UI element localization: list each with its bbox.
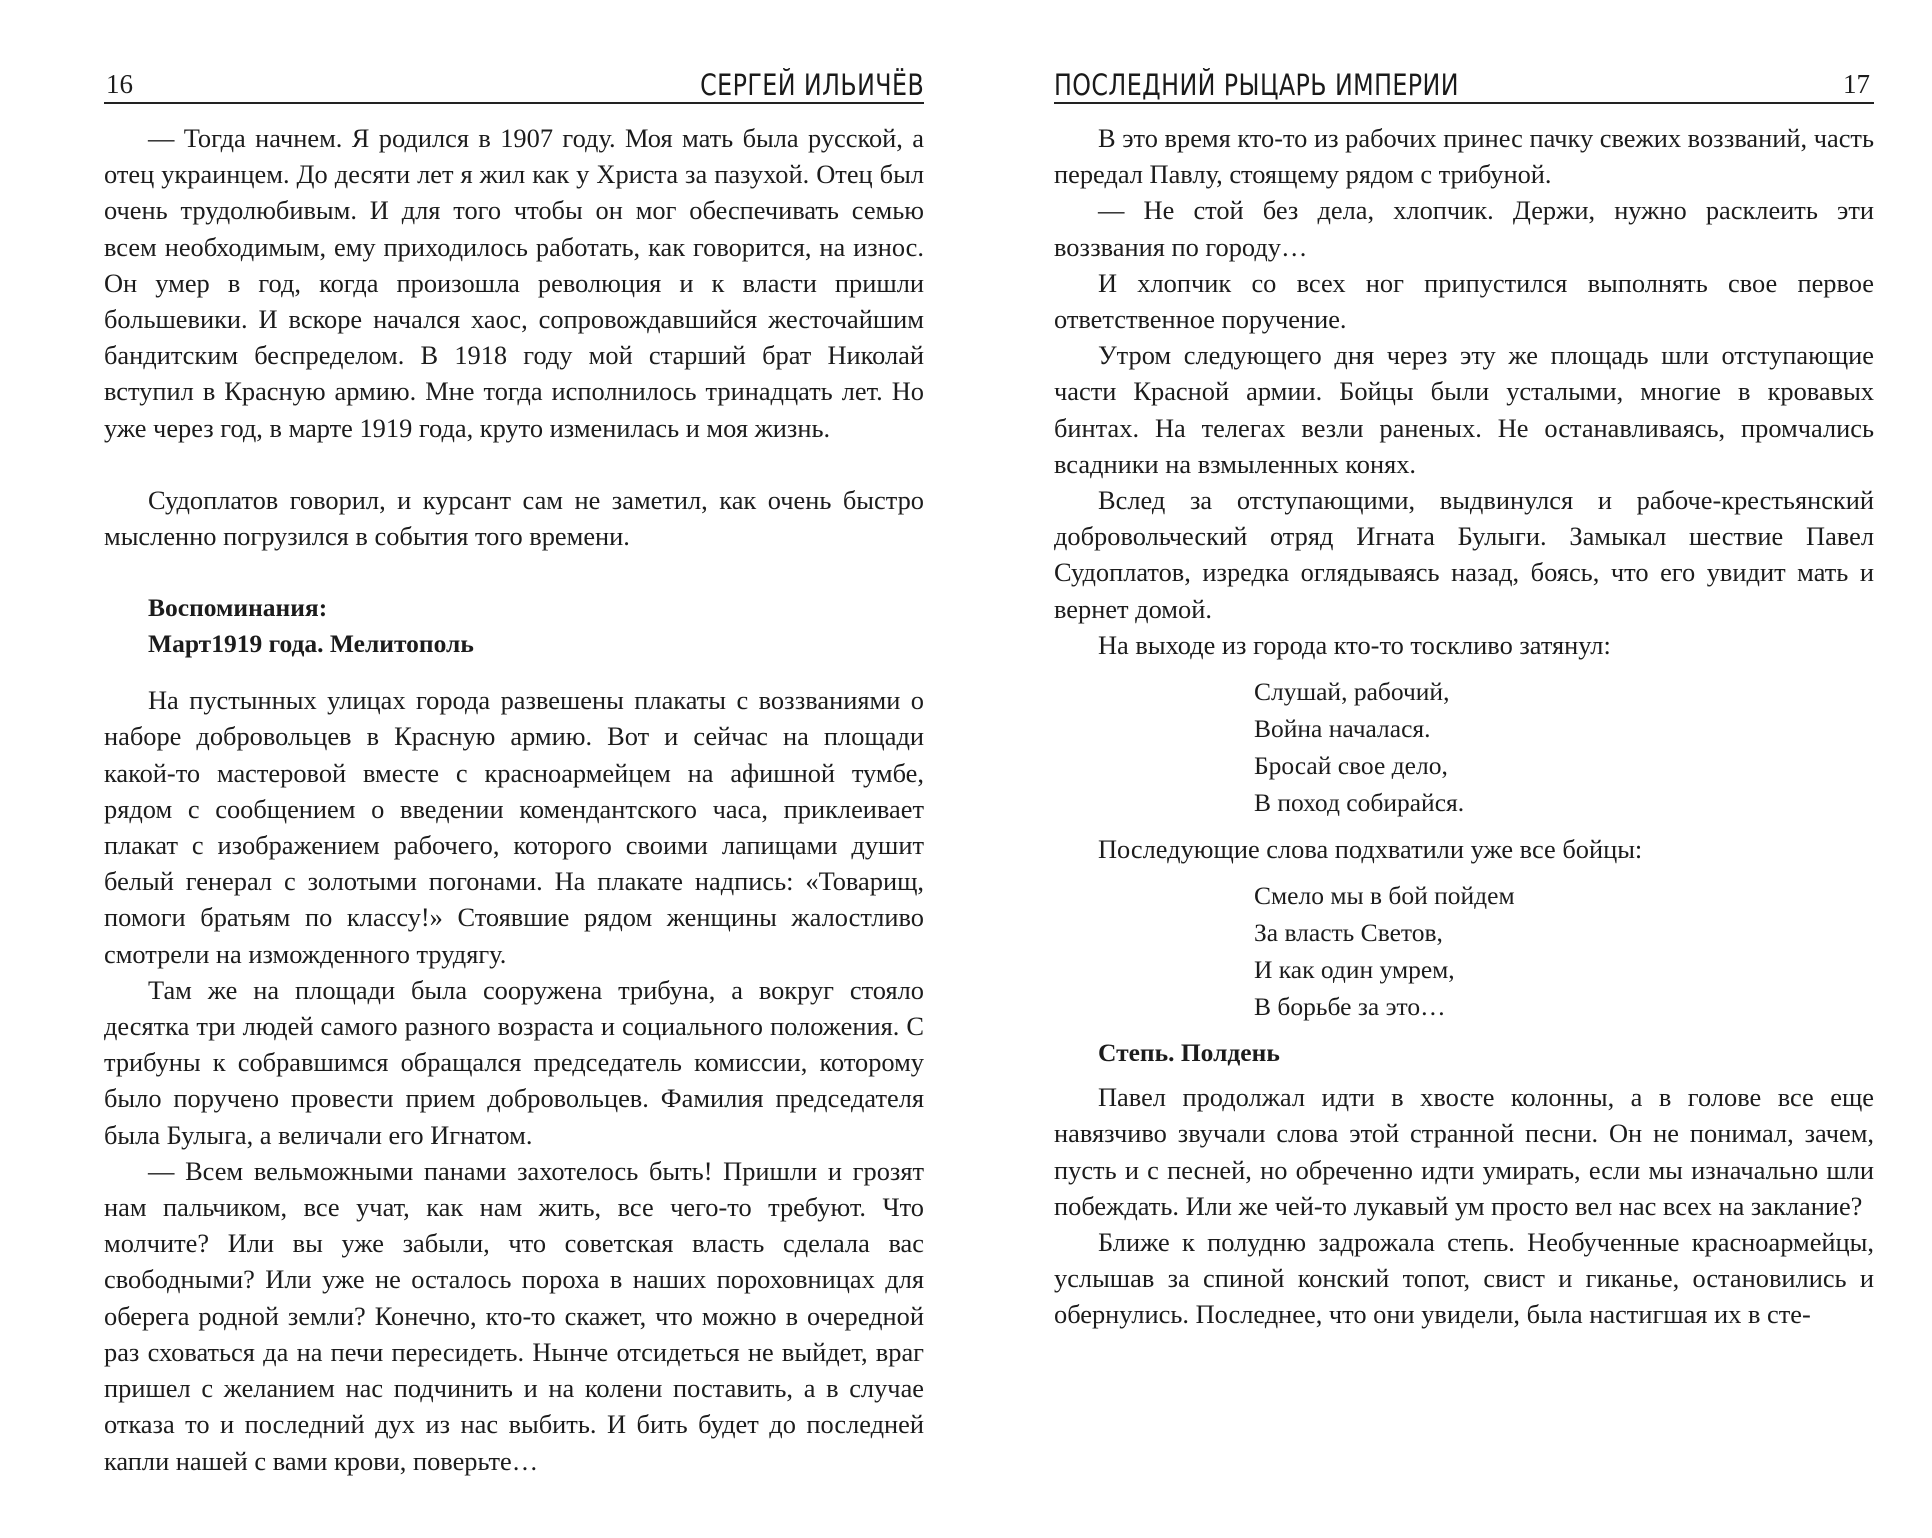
page-number: 16 <box>106 69 133 99</box>
verse-line: Бросай свое дело, <box>1254 751 1448 781</box>
paragraph: Вслед за отступающими, выдвинулся и рабоче-крестьянский добровольческий отряд Игната Булыги. Замыкал шествие Павел Судоплатов, изредка оглядываясь назад, боясь, что его увидит мать и вернет домой. <box>1054 485 1874 624</box>
verse-line: Война началася. <box>1254 714 1431 744</box>
paragraph: На выходе из города кто-то тоскливо затянул: <box>1098 629 1611 660</box>
verse-block <box>1254 877 1874 1025</box>
page-number: 17 <box>1843 69 1870 99</box>
verse-line: И как один умрем, <box>1254 955 1455 985</box>
left-page-body <box>104 120 924 1479</box>
paragraph: — Не стой без дела, хлопчик. Держи, нужно расклеить эти воззвания по городу… <box>1054 195 1874 262</box>
paragraph: Там же на площади была сооружена трибуна, а вокруг стояло десятка три людей самого разного возраста и социального положения. С трибуны к собравшимся обращался председатель комиссии, которому было поручено провести прием добровольцев. Фамилия председателя была Булыга, а величали его Игнатом. <box>104 974 924 1150</box>
right-page-header <box>1054 62 1874 104</box>
verse-block <box>1254 673 1874 821</box>
running-title-book: ПОСЛЕДНИЙ РЫЦАРЬ ИМПЕРИИ <box>1054 68 1459 102</box>
section-heading-date-place: Март1919 года. Мелитополь <box>148 629 474 659</box>
paragraph: Утром следующего дня через эту же площадь шли отступающие части Красной армии. Бойцы были усталыми, многие в кровавых бинтах. На телегах везли раненых. Не останавливаясь, промчались всадники на взмыленных конях. <box>1054 340 1874 479</box>
section-heading-steppe: Степь. Полдень <box>1098 1038 1280 1068</box>
verse-line: Смело мы в бой пойдем <box>1254 881 1515 911</box>
running-title-author: СЕРГЕЙ ИЛЬИЧЁВ <box>699 68 924 102</box>
paragraph: Судоплатов говорил, и курсант сам не заметил, как очень быстро мысленно погрузился в события того времени. <box>104 484 924 552</box>
paragraph: Ближе к полудню задрожала степь. Необученные красноармейцы, услышав за спиной конский топот, свист и гиканье, остановились и обернулись. Последнее, что они увидели, была настигшая их в сте- <box>1054 1227 1874 1330</box>
left-page <box>104 62 924 1479</box>
paragraph: Павел продолжал идти в хвосте колонны, а в голове все еще навязчиво звучали слова этой странной песни. Он не понимал, зачем, пусть и с песней, но обреченно идти умирать, если мы изначально шли побеждать. Или же чей-то лукавый ум просто вел нас всех на заклание? <box>1054 1082 1874 1221</box>
left-page-header <box>104 62 924 104</box>
paragraph: И хлопчик со всех ног припустился выполнять свое первое ответственное поручение. <box>1054 267 1874 335</box>
verse-line: Слушай, рабочий, <box>1254 677 1450 707</box>
paragraph: На пустынных улицах города развешены плакаты с воззваниями о наборе добровольцев в Красную армию. Вот и сейчас на площади какой-то мастеровой вместе с красноармейцем на афишной тумбе, рядом с сообщением о введении комендантского часа, приклеивает плакат с изображением рабочего, которого своими лапищами душит белый генерал с золотыми погонами. На плакате надпись: «Товарищ, помоги братьям по классу!» Стоявшие рядом женщины жалостливо смотрели на изможденного трудягу. <box>104 685 924 969</box>
right-page <box>1054 62 1874 1333</box>
paragraph: — Тогда начнем. Я родился в 1907 году. Моя мать была русской, а отец украинцем. До десяти лет я жил как у Христа за пазухой. Отец был очень трудолюбивым. И для того чтобы он мог обеспечивать семью всем необходимым, ему приходилось работать, как говорится, на износ. Он умер в год, когда произошла революция и к власти пришли большевики. И вскоре начался хаос, сопровождавшийся жесточайшим бандитским беспределом. В 1918 году мой старший брат Николай вступил в Красную армию. Мне тогда исполнилось тринадцать лет. Но уже через год, в марте 1919 года, круто изменилась и моя жизнь. <box>104 123 924 443</box>
verse-line: В борьбе за это… <box>1254 992 1446 1022</box>
verse-line: За власть Светов, <box>1254 918 1443 948</box>
right-page-body <box>1054 120 1874 1333</box>
paragraph: — Всем вельможными панами захотелось быть! Пришли и грозят нам пальчиком, все учат, как нам жить, все чего-то требуют. Что молчите? Или вы уже забыли, что советская власть сделала вас свободными? Или уже не осталось пороха в наших пороховницах для оберега родной земли? Конечно, кто-то скажет, что можно в очередной раз сховаться да на печи пересидеть. Нынче отсидеться не выйдет, враг пришел с желанием нас подчинить и на колени поставить, а в случае отказа то и последний дух из нас выбить. И бить будет до последней капли нашей с вами крови, поверьте… <box>104 1155 924 1476</box>
paragraph: В это время кто-то из рабочих принес пачку свежих воззваний, часть передал Павлу, стоящему рядом с трибуной. <box>1054 123 1874 190</box>
verse-line: В поход собирайся. <box>1254 788 1465 818</box>
paragraph: Последующие слова подхватили уже все бойцы: <box>1098 834 1643 865</box>
section-heading-memories: Воспоминания: <box>148 593 328 623</box>
